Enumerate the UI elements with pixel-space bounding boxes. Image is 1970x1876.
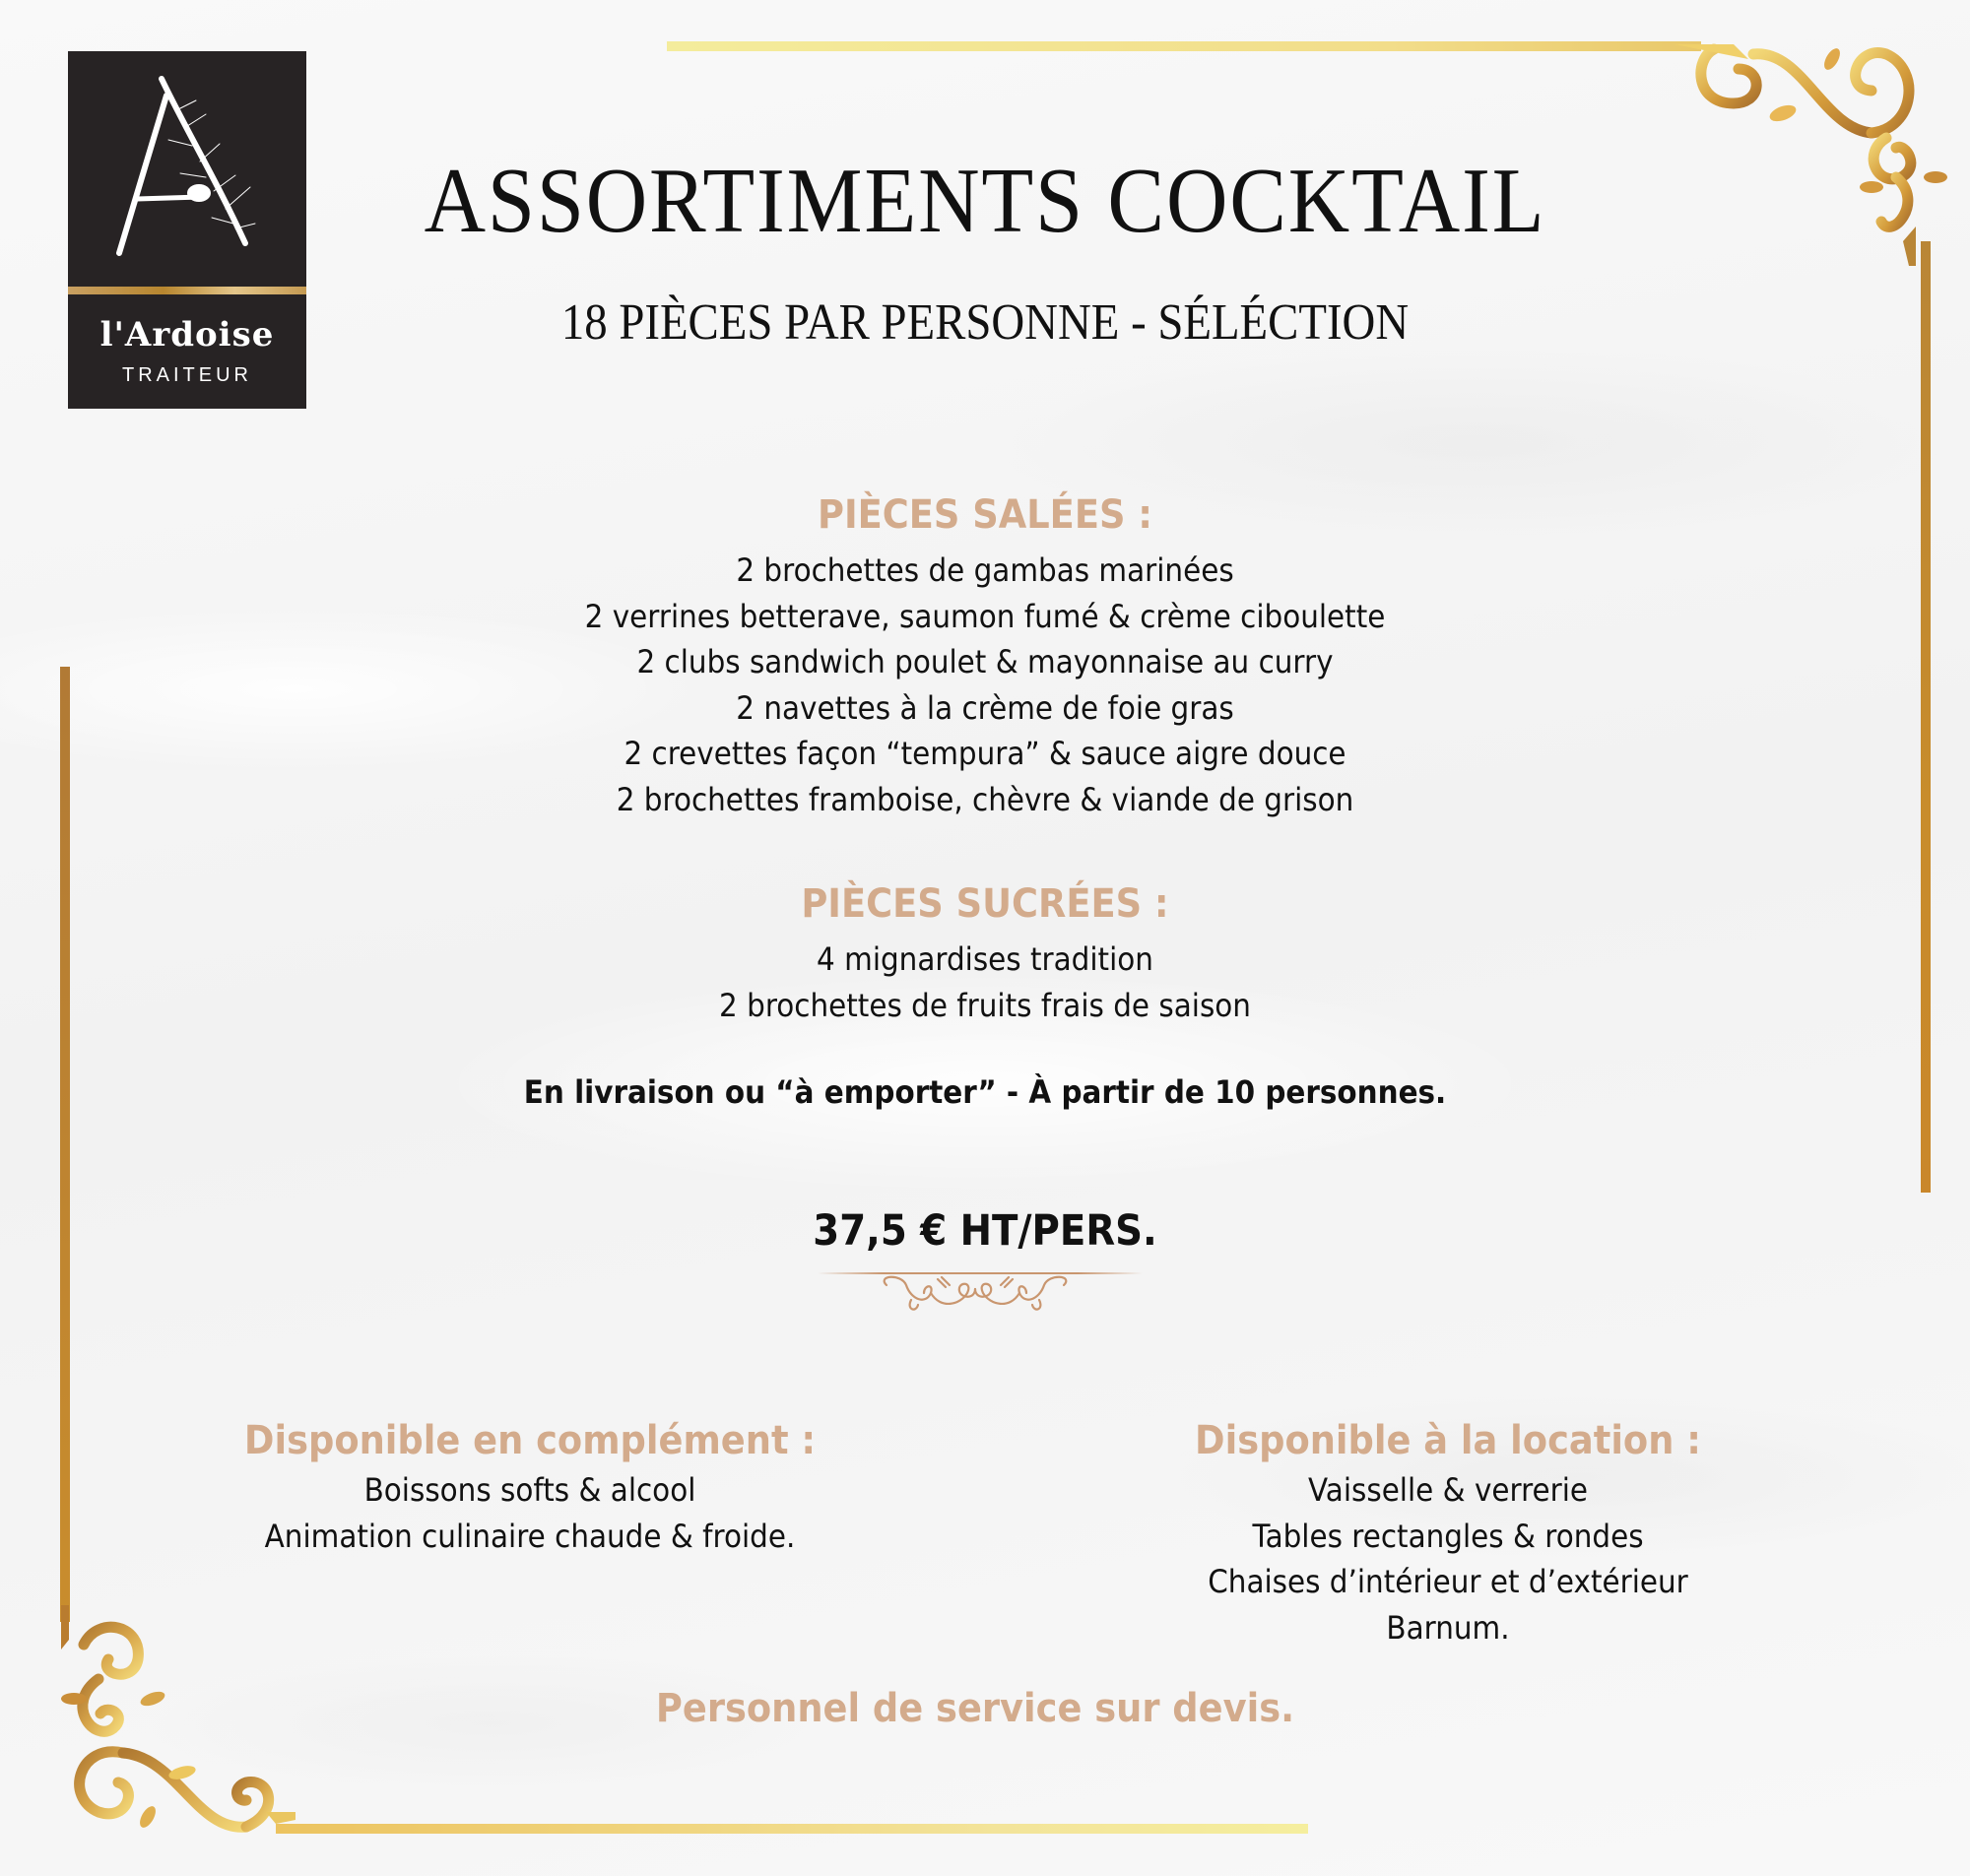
ornament-divider-icon: [877, 1275, 1074, 1315]
section-heading-salees: PIÈCES SALÉES :: [817, 492, 1152, 538]
list-item: Animation culinaire chaude & froide.: [264, 1517, 796, 1555]
extras-complement-list: [156, 1467, 904, 1559]
extras-location: [1074, 1418, 1822, 1650]
list-item: 2 clubs sandwich poulet & mayonnaise au curry: [636, 643, 1334, 680]
page-subtitle: 18 PIÈCES PAR PERSONNE - SÉLÉCTION: [560, 294, 1410, 351]
list-item: 4 mignardises tradition: [817, 940, 1153, 978]
section-heading-sucrees: PIÈCES SUCRÉES :: [801, 881, 1169, 927]
logo-brand-subtitle: TRAITEUR: [122, 364, 252, 386]
list-item: Barnum.: [1386, 1608, 1510, 1647]
extras-complement-heading: Disponible en complément :: [243, 1418, 817, 1463]
list-item: 2 navettes à la crème de foie gras: [736, 688, 1234, 727]
price-divider-line: [818, 1272, 1143, 1274]
section-list-sucrees: [0, 937, 1970, 1028]
logo-brand-name: l'Ardoise: [99, 315, 275, 355]
extras-location-heading: Disponible à la location :: [1195, 1418, 1701, 1463]
section-list-salees: [0, 548, 1970, 822]
list-item: 2 brochettes framboise, chèvre & viande de grison: [616, 780, 1354, 818]
price: 37,5 € HT/PERS.: [813, 1206, 1157, 1256]
footer-note: Personnel de service sur devis.: [655, 1686, 1295, 1731]
list-item: Vaisselle & verrerie: [1307, 1471, 1589, 1509]
list-item: Boissons softs & alcool: [363, 1471, 696, 1509]
list-item: Chaises d’intérieur et d’extérieur: [1208, 1563, 1688, 1600]
list-item: Tables rectangles & rondes: [1252, 1517, 1644, 1555]
delivery-note: En livraison ou “à emporter” - À partir de 10 personnes.: [523, 1073, 1447, 1111]
extras-location-list: [1074, 1467, 1822, 1650]
page-title: ASSORTIMENTS COCKTAIL: [424, 150, 1546, 252]
list-item: 2 verrines betterave, saumon fumé & crème ciboulette: [584, 597, 1386, 635]
frame-line-top: [667, 41, 1701, 51]
list-item: 2 brochettes de gambas marinées: [736, 551, 1234, 589]
extras-complement: [156, 1418, 904, 1559]
frame-line-bottom: [276, 1824, 1308, 1834]
list-item: 2 crevettes façon “tempura” & sauce aigre douce: [624, 735, 1346, 772]
list-item: 2 brochettes de fruits frais de saison: [719, 986, 1251, 1024]
